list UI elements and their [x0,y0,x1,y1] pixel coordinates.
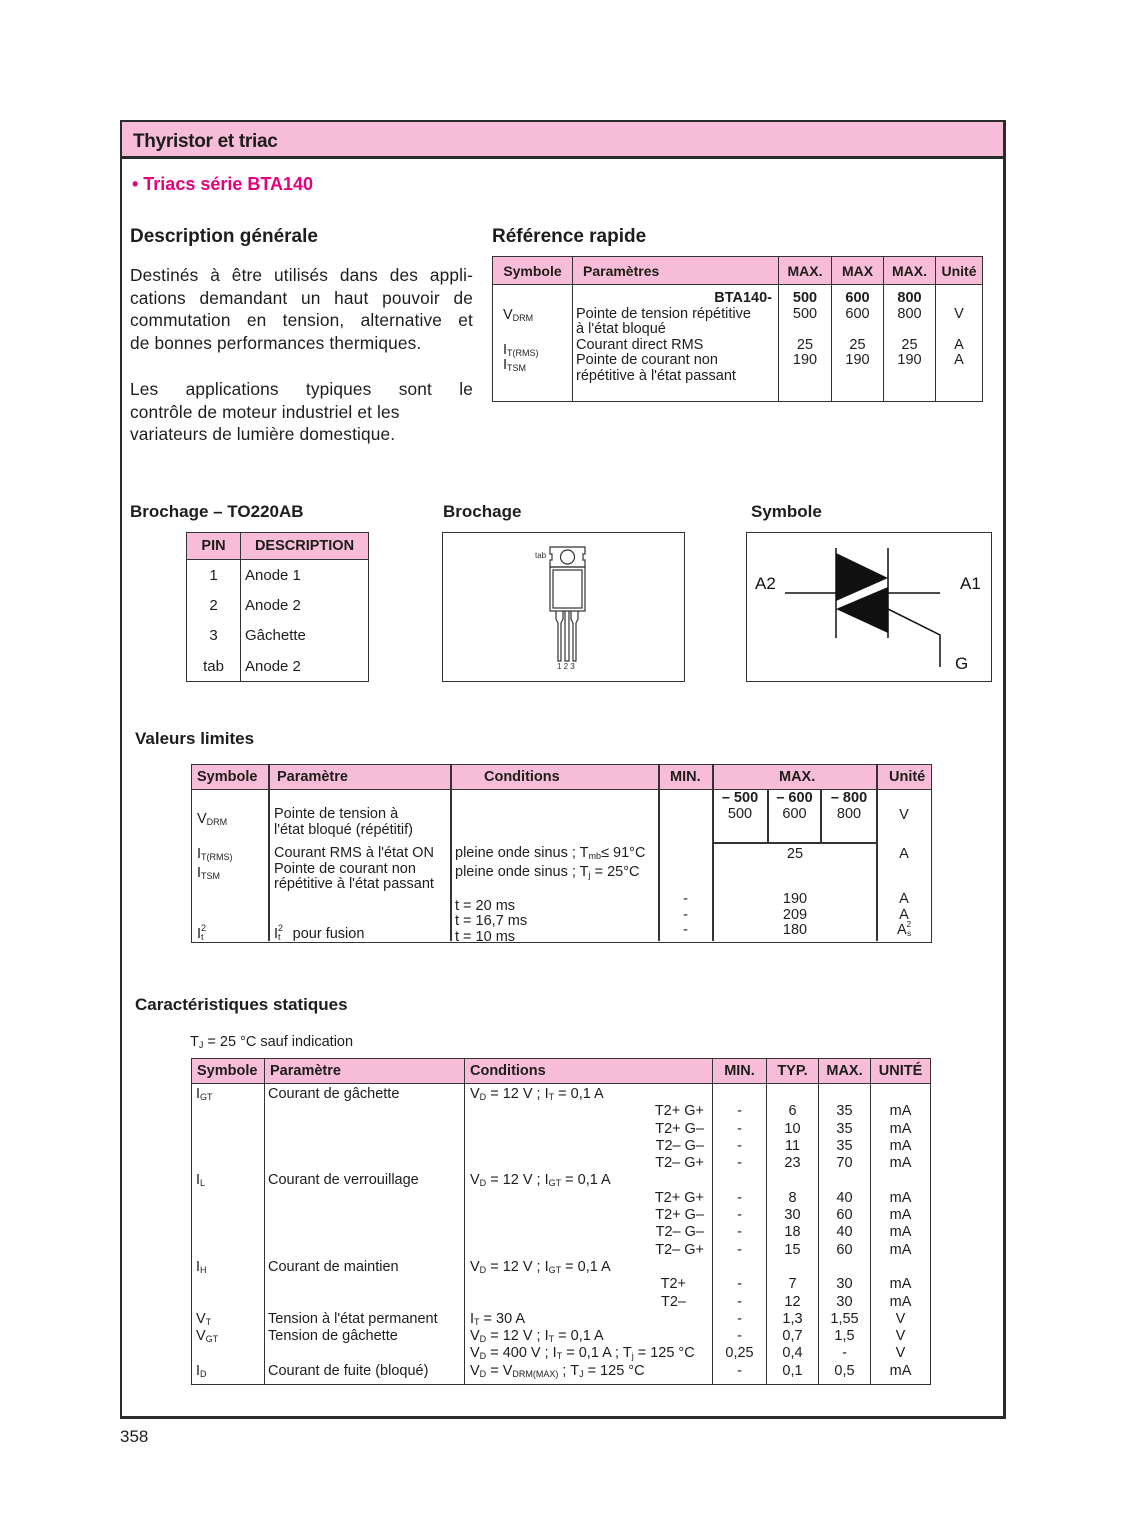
col-header: MAX. [779,257,832,285]
col-header: MIN. [670,769,701,785]
svg-text:tab: tab [535,551,547,560]
col-header: Paramètre [265,1059,465,1084]
description-heading: Description générale [130,226,318,247]
svg-text:A1: A1 [960,574,981,593]
text-line: Destinés à être utilisés dans des appli- [130,265,473,285]
table-row [493,285,983,402]
max-col: 35 35 35 70 40 60 40 60 30 30 1,55 1,5 - 0,5 [819,1084,871,1385]
package-heading: Brochage [443,502,522,521]
series-title: • Triacs série BTA140 [132,174,314,194]
text-line: contrôle de moteur industriel et les [130,401,400,422]
itrms-itsm-conditions: pleine onde sinus ; $T_{mb}\le 91^\circ C$ pleine onde sinus ; $T_j = 25^\circ C$ t = 20 ms t = 16,7 ms t = 10 ms [455,845,646,945]
parameter-col: Courant de gâchette Courant de verrouillage Courant de maintien Tension à l'état permanent Tension de gâchette Courant de fuite (bloqué) [265,1084,465,1385]
pinning-heading: Brochage – TO220AB [130,502,304,521]
itrms-itsm-symbols: $I_{T(RMS)}$ $I_{TSM}$ [197,846,233,881]
svg-text:1 2 3: 1 2 3 [557,662,575,671]
table-row [192,1084,931,1385]
col-header: MAX. [779,769,816,785]
vdrm-600: – 600 600 [776,790,813,822]
vdrm-800: – 800 800 [830,790,868,822]
i2t-param: $I^2_t$ pour fusion [274,923,365,942]
text-line: cations demandant un haut pouvoir de [130,287,473,308]
quick-reference-heading: Référence rapide [492,226,647,247]
conditions-col: $V_D = 12$ V ; $I_T = 0,1$ A T2+ G+ T2+ G– T2– G– T2– G+ $V_D = 12$ V ; $I_{GT} = 0,1$ A T2+ G+ T2+ G– T2– G– T2– G+ $V_D = 12$ V ; $I_{GT} = 0,1$ A T2+ T2– $I_T = 30$ A $V_D = 12$ V ; $I_T = 0,1$ A $V_D = 400$ V ; $I_T = 0,1$ A ; $T_j = 125$ °C $V_D = V_{DRM(MAX)}$ ; $T_J = 125$ °C [465,1084,713,1385]
col-header: UNITÉ [871,1059,931,1084]
text-line: Les applications typiques sont le [130,379,473,399]
col-header: PIN [187,533,241,560]
vdrm-unit: V [899,807,909,823]
pinning-table [186,532,369,682]
col-header: Unité [936,257,983,285]
to220-package-icon [443,533,686,683]
col-header: MAX. [819,1059,871,1084]
section-banner [122,122,1003,159]
description-paragraph-1 [130,264,473,354]
max-600-cell: 600 600 25 190 [832,285,884,402]
to220-package-figure [442,532,685,682]
symbol-col: $I_{GT}$ $I_L$ $I_H$ $V_T$ $V_{GT}$ $I_D$ [196,1086,219,1379]
static-table [191,1058,931,1385]
col-header: Symbole [192,1059,265,1084]
typ-col: 6 10 11 23 8 30 18 15 7 12 1,3 0,7 0,4 0,1 [767,1084,819,1385]
col-header: Paramètre [277,769,348,785]
description-paragraph-2 [130,378,473,446]
table-row: 2 Anode 2 [187,590,369,621]
symbol-heading: Symbole [751,502,822,521]
svg-text:G: G [955,654,969,673]
col-header: MAX. [884,257,936,285]
table-row: tab Anode 2 [187,651,369,682]
limits-heading: Valeurs limites [135,729,255,748]
param-text: Pointe de courant non [576,352,718,368]
itsm-value-col: 190 209 180 [782,891,808,938]
itsm-unit-col: A A $A_{2s}$ [896,891,912,938]
parameter-cell [573,285,779,402]
vdrm-500: – 500 500 [721,790,759,822]
col-header: MAX [832,257,884,285]
svg-text:A2: A2 [755,574,776,593]
itrms-value: 25 [786,846,804,862]
min-col: - - - - - - - - - - - - 0,25 - [713,1084,767,1385]
variant-label: BTA140- [714,290,772,306]
col-header: MIN. [713,1059,767,1084]
vdrm-symbol: $V_{DRM}$ [197,811,228,827]
text-line: de bonnes performances thermiques. [130,332,422,353]
i2t-symbol: $I^2_t$ [197,923,207,942]
table-row: 3 Gâchette [187,621,369,652]
max-800-cell: 800 800 25 190 [884,285,936,402]
col-header: Paramètres [573,257,779,285]
table-header-row [192,765,931,790]
col-header: Symbole [197,769,258,785]
itrms-unit: A [899,846,909,862]
static-note: $T_J = 25$ °C sauf indication [190,1034,354,1050]
param-text: à l'état bloqué [576,321,666,337]
vdrm-param: Pointe de tension à l'état bloqué (répétitif) [274,806,413,838]
text-line: variateurs de lumière domestique. [130,424,396,444]
col-header: TYP. [767,1059,819,1084]
itsm-min-col: - - - [683,891,688,938]
text-line: commutation en tension, alternative et [130,310,473,330]
table-header-row [493,257,983,285]
table-row: 1 Anode 1 [187,560,369,591]
page-number: 358 [120,1427,149,1446]
unit-col: mA mA mA mA mA mA mA mA mA mA V V V mA [871,1084,931,1385]
param-text: Courant direct RMS [576,336,704,353]
itrms-itsm-params: Courant RMS à l'état ON Pointe de courant non répétitive à l'état passant [274,845,434,892]
quick-reference-table [492,256,983,402]
table-header-row [187,533,369,560]
col-header: DESCRIPTION [241,533,369,560]
table-header-row [192,1059,931,1084]
max-500-cell: 500 500 25 190 [779,285,832,402]
symbol-cell: $V_{DRM}$ $I_{T(RMS)}$ $I_{TSM}$ [503,307,539,374]
section-title: Thyristor et triac [133,131,278,152]
triac-symbol-figure [746,532,992,682]
static-heading: Caractéristiques statiques [135,995,348,1014]
param-text: répétitive à l'état passant [576,367,736,384]
col-header: Symbole [493,257,573,285]
param-text: Pointe de tension répétitive [576,305,751,322]
col-header: Unité [889,769,926,785]
limits-table [191,764,932,943]
col-header: Conditions [465,1059,713,1084]
col-header: Conditions [484,769,560,785]
triac-symbol-icon [747,533,993,683]
unit-cell: V A A [936,285,983,402]
